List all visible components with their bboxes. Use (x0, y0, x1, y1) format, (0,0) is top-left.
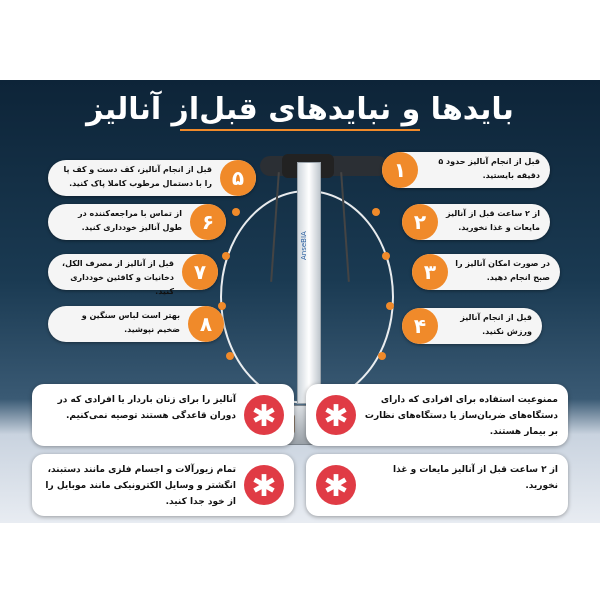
note-text: آنالیز را برای زنان باردار یا افرادی که در دوران قاعدگی هستند توصیه نمی‌کنیم. (57, 395, 236, 421)
step-text: قبل از آنالیز از مصرف الکل، دخانیات و کافئین خودداری کنید. (62, 259, 174, 296)
note-text: تمام زیورآلات و اجسام فلزی مانند دستبند، انگشتر و وسایل الکترونیکی مانند موبایل را از خود جدا کنید. (45, 465, 236, 507)
step-text: قبل از انجام آنالیز، کف دست و کف پا را با دستمال مرطوب کاملا پاک کنید. (63, 165, 212, 188)
asterisk-icon: ✱ (316, 465, 356, 505)
step-text: قبل از انجام آنالیز حدود ۵ دقیقه بایستید. (438, 157, 540, 180)
step-text: قبل از انجام آنالیز ورزش نکنید. (460, 313, 532, 336)
step-card-3 (412, 254, 560, 290)
step-card-5 (48, 160, 256, 196)
step-number: ۴ (402, 308, 438, 344)
device-brand-label: AnseBIA (300, 231, 308, 260)
asterisk-icon: ✱ (244, 465, 284, 505)
step-text: بهتر است لباس سنگین و ضخیم نپوشید. (81, 311, 180, 334)
step-card-7 (48, 254, 218, 296)
step-card-8 (48, 306, 224, 342)
step-card-1 (382, 152, 550, 188)
infographic-poster (0, 80, 600, 523)
step-number: ۵ (220, 160, 256, 196)
step-number: ۳ (412, 254, 448, 290)
step-number: ۱ (382, 152, 418, 188)
step-card-2 (402, 204, 550, 240)
step-number: ۶ (190, 204, 226, 240)
step-number: ۸ (188, 306, 224, 342)
step-text: از تماس با مراجعه‌کننده در طول آنالیز خودداری کنید. (78, 209, 182, 232)
poster-title: بایدها و نبایدهای قبل‌از آنالیز (86, 92, 514, 127)
step-text: در صورت امکان آنالیز را صبح انجام دهید. (455, 259, 550, 282)
note-panel-jewelry (32, 454, 294, 516)
device-cable (340, 172, 350, 282)
note-panel-fasting (306, 454, 568, 516)
note-panel-pregnancy (32, 384, 294, 446)
step-number: ۲ (402, 204, 438, 240)
note-panel-pacemaker (306, 384, 568, 446)
step-card-4 (402, 308, 542, 344)
title-area (50, 92, 550, 134)
step-text: از ۲ ساعت قبل از آنالیز مایعات و غذا نخورید. (446, 209, 540, 232)
note-text: ممنوعیت استفاده برای افرادی که دارای دستگاه‌های ضربان‌ساز یا دستگاه‌های نظارت بر بیمار هستند. (364, 395, 558, 437)
step-number: ۷ (182, 254, 218, 290)
title-underline (180, 129, 420, 131)
device-cable (270, 172, 280, 282)
asterisk-icon: ✱ (316, 395, 356, 435)
asterisk-icon: ✱ (244, 395, 284, 435)
device-column (297, 162, 321, 404)
note-text: از ۲ ساعت قبل از آنالیز مایعات و غذا نخورید. (393, 465, 558, 491)
step-card-6 (48, 204, 226, 240)
